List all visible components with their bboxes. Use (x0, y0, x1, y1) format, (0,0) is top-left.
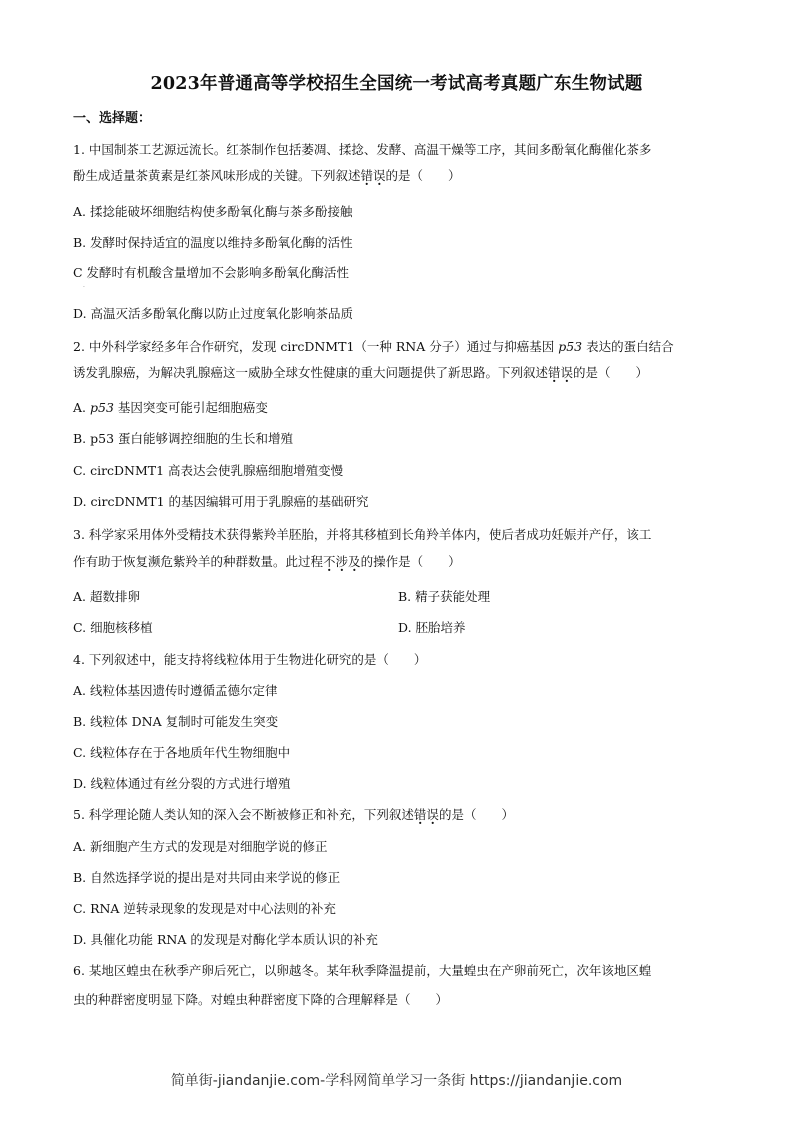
q3-stem-line1: 3. 科学家采用体外受精技术获得紫羚羊胚胎，并将其移植到长角羚羊体内，使后者成功妊娠并产仔，该工 (73, 527, 652, 542)
q1-stem-line1: 1. 中国制茶工艺源远流长。红茶制作包括萎凋、揉捻、发酵、高温干燥等工序，其间多酚氧化酶催化茶多 (73, 142, 652, 157)
q5-option-a: A. 新细胞产生方式的发现是对细胞学说的修正 (73, 839, 328, 854)
page-title: 2023年普通高等学校招生全国统一考试高考真题广东生物试题 (150, 74, 643, 94)
q2-stem-line1: 2. 中外科学家经多年合作研究，发现 circDNMT1（一种 RNA 分子）通过与抑癌基因 p53 表达的蛋白结合 (73, 339, 674, 354)
page-footer: 简单街-jiandanjie.com-学科网简单学习一条街 https://jiandanjie.com (170, 1073, 623, 1089)
q3-option-d: D. 胚胎培养 (398, 620, 466, 635)
q3-option-b: B. 精子获能处理 (398, 589, 491, 604)
q2-stem-line2: 诱发乳腺癌，为解决乳腺癌这一威胁全球女性健康的重大问题提供了新思路。下列叙述错误的是（ ） (73, 365, 649, 380)
q2-option-d: D. circDNMT1 的基因编辑可用于乳腺癌的基础研究 (73, 494, 369, 509)
gene-name: p53 (89, 400, 114, 415)
q2-option-a: A. p53 基因突变可能引起细胞癌变 (73, 400, 268, 415)
q1-option-c: C 发酵时有机酸含量增加不会影响多酚氧化酶活性 (73, 265, 350, 280)
emphasis-dot: 误 (426, 807, 439, 822)
q1-stem-line2: 酚生成适量茶黄素是红茶风味形成的关键。下列叙述错误的是（ ） (73, 168, 461, 183)
q5-option-d: D. 具催化功能 RNA 的发现是对酶化学本质认识的补充 (73, 932, 378, 947)
q5-stem: 5. 科学理论随人类认知的深入会不断被修正和补充，下列叙述错误的是（ ） (73, 807, 514, 822)
q2-option-b: B. p53 蛋白能够调控细胞的生长和增殖 (73, 431, 294, 446)
emphasis-dot: 误 (373, 168, 386, 183)
emphasis-dot: 不 (323, 554, 336, 569)
q2-option-c: C. circDNMT1 高表达会使乳腺癌细胞增殖变慢 (73, 463, 344, 478)
q3-stem-line2: 作有助于恢复濒危紫羚羊的种群数量。此过程不涉及的操作是（ ） (73, 554, 461, 569)
emphasis-dot: 误 (560, 365, 574, 380)
q3-option-a: A. 超数排卵 (73, 589, 140, 604)
emphasis-dot: 涉 (335, 554, 349, 569)
q4-option-a: A. 线粒体基因遗传时遵循孟德尔定律 (73, 683, 278, 698)
q6-stem-line2: 虫的种群密度明显下降。对蝗虫种群密度下降的合理解释是（ ） (73, 992, 449, 1007)
scan-mark: · (83, 284, 85, 291)
q4-option-b: B. 线粒体 DNA 复制时可能发生突变 (73, 714, 279, 729)
q1-option-d: D. 高温灭活多酚氧化酶以防止过度氧化影响茶品质 (73, 306, 354, 321)
q6-stem-line1: 6. 某地区蝗虫在秋季产卵后死亡，以卵越冬。某年秋季降温提前，大量蝗虫在产卵前死亡，次年该地区蝗 (73, 963, 652, 978)
q4-stem: 4. 下列叙述中，能支持将线粒体用于生物进化研究的是（ ） (73, 652, 427, 667)
q3-option-c: C. 细胞核移植 (73, 620, 153, 635)
emphasis-dot: 错 (548, 365, 561, 380)
section-heading: 一、选择题： (73, 111, 152, 126)
q1-option-b: B. 发酵时保持适宜的温度以维持多酚氧化酶的活性 (73, 235, 353, 250)
q4-option-d: D. 线粒体通过有丝分裂的方式进行增殖 (73, 776, 291, 791)
q5-option-b: B. 自然选择学说的提出是对共同由来学说的修正 (73, 870, 341, 885)
emphasis-dot: 错 (360, 168, 374, 183)
q1-option-a: A. 揉捻能破坏细胞结构使多酚氧化酶与茶多酚接触 (73, 204, 353, 219)
q4-option-c: C. 线粒体存在于各地质年代生物细胞中 (73, 745, 291, 760)
emphasis-dot: 错 (413, 807, 427, 822)
q5-option-c: C. RNA 逆转录现象的发现是对中心法则的补充 (73, 901, 336, 916)
emphasis-dot: 及 (348, 554, 361, 569)
gene-name: p53 (558, 339, 583, 354)
